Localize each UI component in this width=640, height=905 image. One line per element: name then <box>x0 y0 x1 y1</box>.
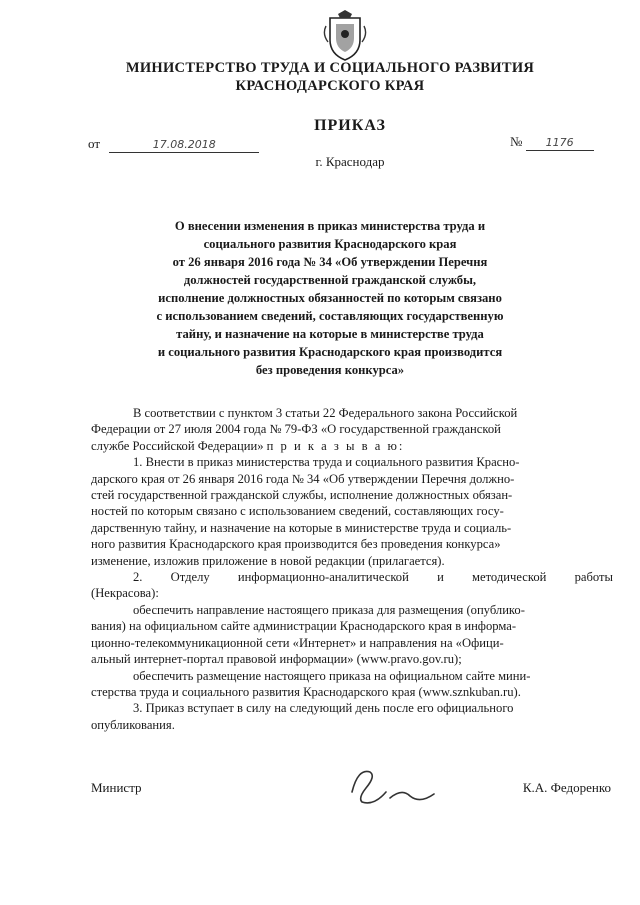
body-line: стей государственной гражданской службы, исполнение должностных обязан- <box>91 488 513 503</box>
order-subject <box>110 217 550 379</box>
body-line <box>91 438 613 454</box>
decree-word: п р и к а з ы в а ю: <box>266 438 405 453</box>
subject-line: должностей государственной гражданской службы, <box>183 273 477 287</box>
city-label: г. Краснодар <box>315 154 385 169</box>
order-body <box>91 405 613 733</box>
body-line: обеспечить направление настоящего приказа для размещения (опублико- <box>133 602 525 617</box>
body-line: ционно-телекоммуникационной сети «Интернет» и направления на «Офици- <box>91 635 504 650</box>
subject-line: от 26 января 2016 года № 34 «Об утверждении Перечня <box>172 255 488 269</box>
subject-line: и социального развития Краснодарского края производится <box>157 345 503 359</box>
handwritten-date: 17.08.2018 <box>109 138 259 153</box>
body-line: В соответствии с пунктом 3 статьи 22 Федерального закона Российской <box>133 406 518 420</box>
signatory-title: Министр <box>91 780 142 795</box>
body-line: стерства труда и социального развития Краснодарского края (www.sznkuban.ru). <box>91 684 521 699</box>
handwritten-number: 1176 <box>526 136 594 151</box>
subject-line: с использованием сведений, составляющих государственную <box>156 309 504 323</box>
ministry-name-line1: МИНИСТЕРСТВО ТРУДА И СОЦИАЛЬНОГО РАЗВИТИЯ <box>125 60 535 76</box>
subject-line: социального развития Краснодарского края <box>203 237 457 251</box>
subject-line: тайну, и назначение на которые в министерстве труда <box>176 327 484 341</box>
subject-line: О внесении изменения в приказ министерства труда и <box>174 219 486 233</box>
subject-line: исполнение должностных обязанностей по которым связано <box>158 291 502 305</box>
handwritten-signature <box>340 762 440 812</box>
body-line: ностей по которым связано с использованием сведений, составляющих госу- <box>91 504 504 519</box>
coat-of-arms-emblem <box>322 10 368 62</box>
document-type-title: ПРИКАЗ <box>314 117 386 134</box>
body-line: обеспечить размещение настоящего приказа на официальном сайте мини- <box>133 668 531 683</box>
body-line: ного развития Краснодарского края производится без проведения конкурса» <box>91 537 501 552</box>
body-line: дарственную тайну, и назначение на которые в министерстве труда и социаль- <box>91 520 512 535</box>
date-prefix: от <box>88 136 101 151</box>
body-text: службе Российской Федерации» <box>91 438 264 453</box>
body-line: опубликования. <box>91 717 175 732</box>
body-line: дарского края от 26 января 2016 года № 34 «Об утверждении Перечня должно- <box>91 471 515 486</box>
body-line: альный интернет-портал правовой информации» (www.pravo.gov.ru); <box>91 652 462 667</box>
body-line: (Некрасова): <box>91 586 159 601</box>
subject-line: без проведения конкурса» <box>255 363 405 377</box>
body-line: Федерации от 27 июля 2004 года № 79-ФЗ «О государственной гражданской <box>91 422 501 437</box>
date-field <box>88 136 259 153</box>
ministry-name-line2: КРАСНОДАРСКОГО КРАЯ <box>235 78 425 94</box>
body-line: 3. Приказ вступает в силу на следующий день после его официального <box>133 701 514 716</box>
number-field <box>510 134 594 151</box>
body-line: изменение, изложив приложение в новой редакции (прилагается). <box>91 553 445 568</box>
body-line: вания) на официальном сайте администрации Краснодарского края в информа- <box>91 619 517 634</box>
body-line: 2. Отделу информационно-аналитической и методической работы <box>133 570 613 585</box>
number-prefix: № <box>510 134 523 149</box>
signatory-name: К.А. Федоренко <box>522 780 611 795</box>
body-line: 1. Внести в приказ министерства труда и социального развития Красно- <box>133 455 520 470</box>
